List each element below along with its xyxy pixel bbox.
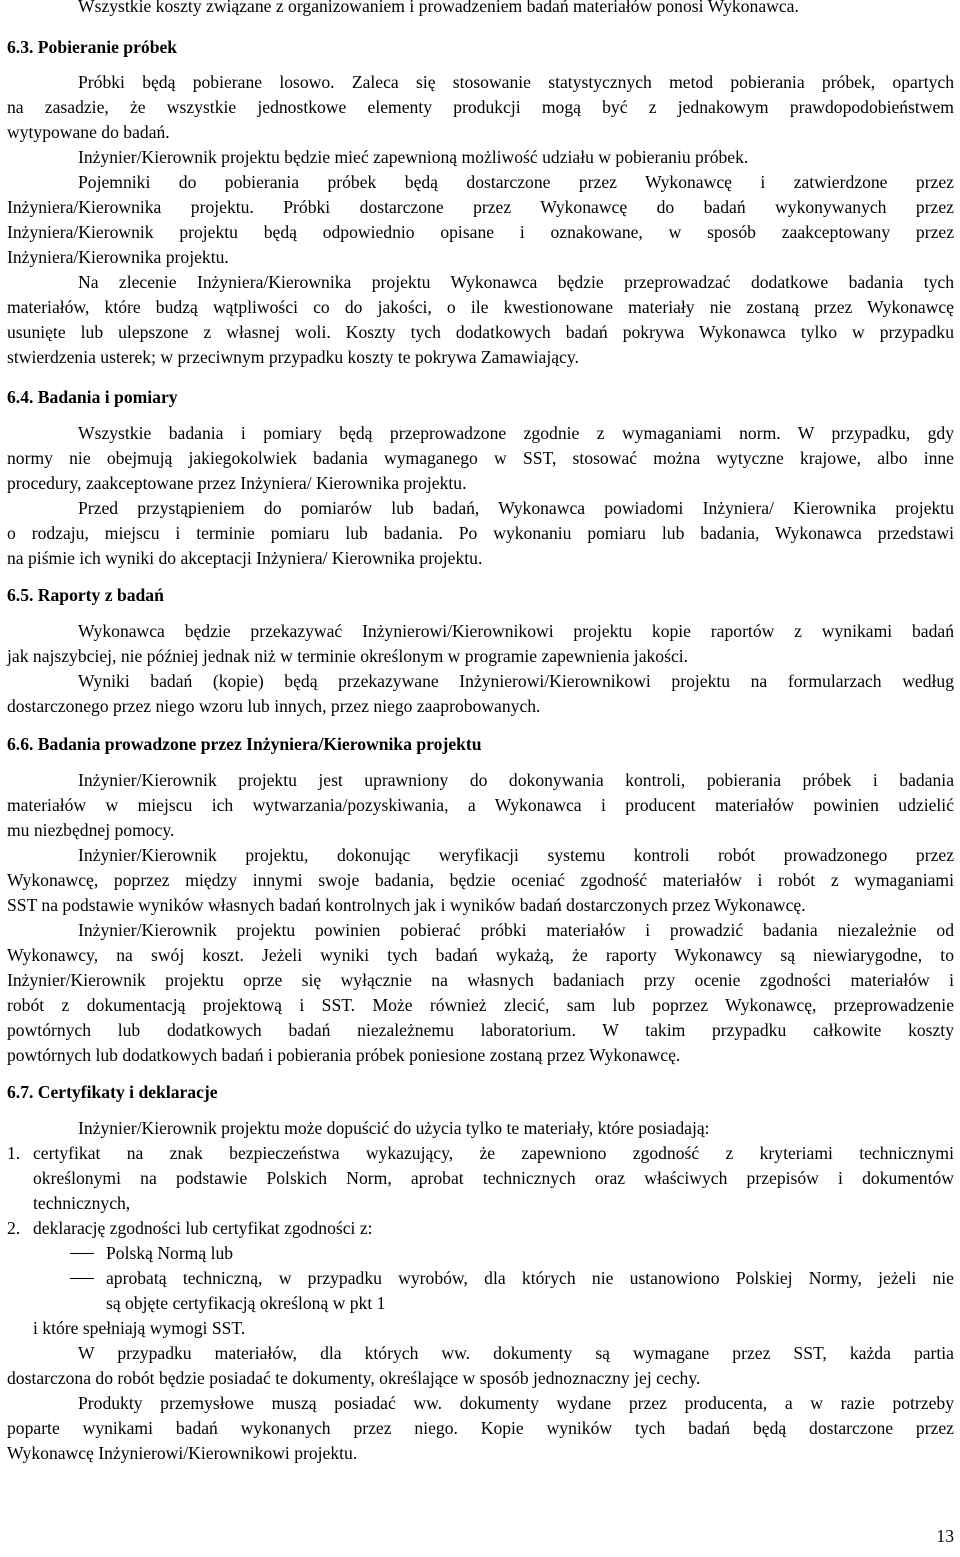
paragraph-line: Pojemniki do pobierania próbek będą dostarczone przez Wykonawcę i zatwierdzone przez: [78, 172, 954, 192]
paragraph-line: Inżynier/Kierownik projektu oprze się wyłącznie na własnych badaniach przy ocenie zgodności materiałów i: [7, 970, 954, 990]
sub-list-item-line: aprobatą techniczną, w przypadku wyrobów, dla których nie ustanowiono Polskiej Normy, jeżeli nie: [106, 1268, 954, 1288]
page-number: 13: [936, 1526, 954, 1546]
paragraph-line: Inżyniera/Kierownika projektu.: [7, 247, 229, 267]
paragraph-line: stwierdzenia usterek; w przeciwnym przypadku koszty te pokrywa Zamawiający.: [7, 347, 579, 367]
dash-bullet-icon: [70, 1278, 94, 1279]
paragraph-line: Próbki będą pobierane losowo. Zaleca się stosowanie statystycznych metod pobierania próbek, opartych: [78, 72, 954, 92]
section-heading-6-6: 6.6. Badania prowadzone przez Inżyniera/Kierownika projektu: [7, 734, 482, 754]
paragraph-line: Inżynier/Kierownik projektu może dopuścić do użycia tylko te materiały, które posiadają:: [78, 1118, 710, 1138]
sub-list-item-line: są objęte certyfikacją określoną w pkt 1: [106, 1293, 386, 1313]
paragraph-line: Inżynier/Kierownik projektu będzie mieć zapewnioną możliwość udziału w pobieraniu próbek.: [78, 147, 749, 167]
paragraph-line: Wszystkie koszty związane z organizowaniem i prowadzeniem badań materiałów ponosi Wykonawca.: [78, 0, 799, 16]
paragraph-line: SST na podstawie wyników własnych badań kontrolnych jak i wyników badań dostarczonych przez Wykonawcę.: [7, 895, 806, 915]
paragraph-line: Inżynier/Kierownik projektu jest uprawniony do dokonywania kontroli, pobierania próbek i badania: [78, 770, 954, 790]
list-item-line: technicznych,: [33, 1193, 131, 1213]
paragraph-line: usunięte lub ulepszone z własnej woli. Koszty tych dodatkowych badań pokrywa Wykonawca tylko w przypadku: [7, 322, 954, 342]
paragraph-line: Wykonawca będzie przekazywać Inżynierowi/Kierownikowi projektu kopie raportów z wynikami badań: [78, 621, 954, 641]
paragraph-line: materiałów, które budzą wątpliwości co do jakości, o ile kwestionowane materiały nie zostaną przez Wykonawcę: [7, 297, 954, 317]
paragraph-line: Wyniki badań (kopie) będą przekazywane Inżynierowi/Kierownikowi projektu na formularzach według: [78, 671, 954, 691]
paragraph-line: Inżyniera/Kierownik projektu będą odpowiednio opisane i oznakowane, w sposób zaakceptowany przez: [7, 222, 954, 242]
section-heading-6-7: 6.7. Certyfikaty i deklaracje: [7, 1082, 218, 1102]
list-item-line: i które spełniają wymogi SST.: [33, 1318, 246, 1338]
paragraph-line: dostarczona do robót będzie posiadać te dokumenty, określające w sposób jednoznaczny jej cechy.: [7, 1368, 701, 1388]
list-item-line: certyfikat na znak bezpieczeństwa wykazujący, że zapewniono zgodność z kryteriami technicznymi: [33, 1143, 954, 1163]
paragraph-line: powtórnych lub dodatkowych badań i pobierania próbek poniesione zostaną przez Wykonawcę.: [7, 1045, 681, 1065]
dash-bullet-icon: [70, 1253, 94, 1254]
paragraph-line: procedury, zaakceptowane przez Inżyniera/ Kierownika projektu.: [7, 473, 467, 493]
paragraph-line: na zasadzie, że wszystkie jednostkowe elementy produkcji mogą być z jednakowym prawdopodobieństwem: [7, 97, 954, 117]
section-heading-6-4: 6.4. Badania i pomiary: [7, 387, 178, 407]
list-number: 1.: [7, 1143, 21, 1163]
paragraph-line: na piśmie ich wyniki do akceptacji Inżyniera/ Kierownika projektu.: [7, 548, 483, 568]
paragraph-line: powtórnych lub dodatkowych badań niezależnemu laboratorium. W takim przypadku całkowite koszty: [7, 1020, 954, 1040]
paragraph-line: jak najszybciej, nie później jednak niż w terminie określonym w programie zapewnienia jakości.: [7, 646, 689, 666]
paragraph-line: poparte wynikami badań wykonanych przez niego. Kopie wyników tych badań będą dostarczone przez: [7, 1418, 954, 1438]
paragraph-line: dostarczonego przez niego wzoru lub innych, przez niego zaaprobowanych.: [7, 696, 541, 716]
paragraph-line: Przed przystąpieniem do pomiarów lub badań, Wykonawca powiadomi Inżyniera/ Kierownika projektu: [78, 498, 954, 518]
paragraph-line: wytypowane do badań.: [7, 122, 170, 142]
paragraph-line: Inżyniera/Kierownika projektu. Próbki dostarczone przez Wykonawcę do badań wykonywanych przez: [7, 197, 954, 217]
paragraph-line: Wszystkie badania i pomiary będą przeprowadzone zgodnie z wymaganiami norm. W przypadku, gdy: [78, 423, 954, 443]
paragraph-line: materiałów w miejscu ich wytwarzania/pozyskiwania, a Wykonawca i producent materiałów powinien udzielić: [7, 795, 954, 815]
paragraph-line: mu niezbędnej pomocy.: [7, 820, 175, 840]
paragraph-line: Wykonawcy, na swój koszt. Jeżeli wyniki tych badań wykażą, że raporty Wykonawcy są niewiarygodne, to: [7, 945, 954, 965]
paragraph-line: W przypadku materiałów, dla których ww. dokumenty są wymagane przez SST, każda partia: [78, 1343, 954, 1363]
section-heading-6-3: 6.3. Pobieranie próbek: [7, 37, 178, 57]
list-item-line: deklarację zgodności lub certyfikat zgodności z:: [33, 1218, 373, 1238]
paragraph-line: normy nie obejmują jakiegokolwiek badania wymaganego w SST, stosować można wytyczne krajowe, albo inne: [7, 448, 954, 468]
sub-list-item-line: Polską Normą lub: [106, 1243, 234, 1263]
list-number: 2.: [7, 1218, 21, 1238]
section-heading-6-5: 6.5. Raporty z badań: [7, 585, 164, 605]
paragraph-line: Wykonawcę, poprzez między innymi swoje badania, będzie oceniać zgodność materiałów i robót z wymaganiami: [7, 870, 954, 890]
list-item-line: określonymi na podstawie Polskich Norm, aprobat technicznych oraz właściwych przepisów i dokumentów: [33, 1168, 954, 1188]
paragraph-line: Inżynier/Kierownik projektu powinien pobierać próbki materiałów i prowadzić badania niezależnie od: [78, 920, 954, 940]
paragraph-line: Inżynier/Kierownik projektu, dokonując weryfikacji systemu kontroli robót prowadzonego przez: [78, 845, 954, 865]
paragraph-line: Na zlecenie Inżyniera/Kierownika projektu Wykonawca będzie przeprowadzać dodatkowe badania tych: [78, 272, 954, 292]
paragraph-line: o rodzaju, miejscu i terminie pomiaru lub badania. Po wykonaniu pomiaru lub badania, Wykonawca przedstawi: [7, 523, 954, 543]
paragraph-line: robót z dokumentacją projektową i SST. Może również zlecić, sam lub poprzez Wykonawcę, przeprowadzenie: [7, 995, 954, 1015]
paragraph-line: Wykonawcę Inżynierowi/Kierownikowi projektu.: [7, 1443, 358, 1463]
paragraph-line: Produkty przemysłowe muszą posiadać ww. dokumenty wydane przez producenta, a w razie potrzeby: [78, 1393, 954, 1413]
